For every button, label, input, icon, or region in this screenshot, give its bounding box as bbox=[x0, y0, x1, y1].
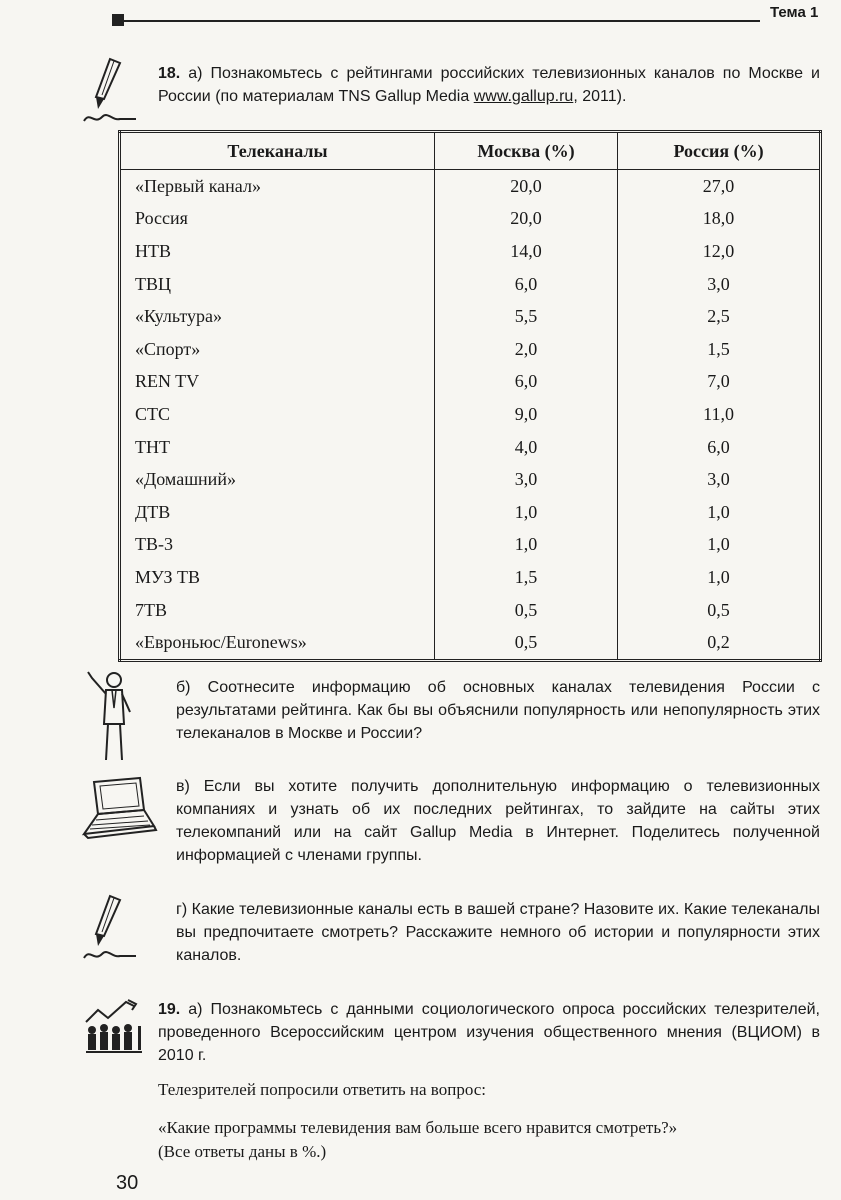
moscow-value-cell: 20,0 bbox=[434, 170, 617, 203]
pen-icon bbox=[80, 55, 142, 127]
moscow-value-cell: 9,0 bbox=[434, 398, 617, 431]
table-row bbox=[120, 170, 821, 203]
laptop-icon bbox=[74, 776, 158, 842]
header-channels: Телеканалы bbox=[120, 132, 435, 170]
channel-cell: ДТВ bbox=[135, 501, 171, 522]
table-row bbox=[120, 626, 821, 660]
channel-cell: «Евроньюс/Euronews» bbox=[135, 632, 307, 653]
moscow-value-cell: 5,5 bbox=[434, 300, 617, 333]
table-row bbox=[120, 333, 821, 366]
channel-cell: 7ТВ bbox=[135, 599, 168, 620]
ratings-table bbox=[118, 130, 822, 662]
table-row bbox=[120, 300, 821, 333]
table-row bbox=[120, 268, 821, 301]
channel-cell: ТВ-3 bbox=[135, 534, 173, 555]
survey-question: «Какие программы телевидения вам больше всего нравится смотреть?» bbox=[158, 1118, 678, 1137]
task-18c-text: в) Если вы хотите получить дополнительную информацию о телевизионных компаниях и узнать об их последних рейтингах, то зайдите на сайты этих телекомпаний или на сайт Gallup Media в Интернет. Поделитесь полученной информацией с членами группы. bbox=[176, 778, 820, 864]
table-row bbox=[120, 398, 821, 431]
russia-value-cell: 6,0 bbox=[618, 431, 821, 464]
channel-cell: СТС bbox=[135, 403, 171, 424]
channel-cell: «Культура» bbox=[135, 306, 222, 327]
russia-value-cell: 27,0 bbox=[618, 170, 821, 203]
table-row bbox=[120, 431, 821, 464]
table-row bbox=[120, 594, 821, 627]
task-18b-text: б) Соотнесите информацию об основных каналах телевидения России с результатами рейтинга. Как бы вы объяснили популярность или непопулярность этих телеканалов в Москве и России? bbox=[176, 679, 820, 742]
moscow-value-cell: 1,0 bbox=[434, 496, 617, 529]
task-18d-text: г) Какие телевизионные каналы есть в вашей стране? Назовите их. Какие телеканалы вы предпочитаете смотреть? Расскажите немного об истории и популярности этих каналов. bbox=[176, 901, 820, 964]
moscow-value-cell: 20,0 bbox=[434, 203, 617, 236]
table-row bbox=[120, 496, 821, 529]
channel-cell: МУЗ ТВ bbox=[135, 566, 201, 587]
table-row bbox=[120, 203, 821, 236]
table-header-row bbox=[120, 132, 821, 170]
table-row bbox=[120, 561, 821, 594]
channel-cell: «Домашний» bbox=[135, 469, 236, 490]
channel-cell: «Спорт» bbox=[135, 338, 201, 359]
moscow-value-cell: 0,5 bbox=[434, 626, 617, 660]
russia-value-cell: 0,2 bbox=[618, 626, 821, 660]
header-moscow: Москва (%) bbox=[434, 132, 617, 170]
gallup-link[interactable]: www.gallup.ru bbox=[473, 88, 574, 105]
survey-note: (Все ответы даны в %.) bbox=[158, 1142, 327, 1161]
presenter-icon bbox=[84, 668, 140, 764]
moscow-value-cell: 14,0 bbox=[434, 235, 617, 268]
russia-value-cell: 12,0 bbox=[618, 235, 821, 268]
channel-cell: ТВЦ bbox=[135, 273, 171, 294]
russia-value-cell: 18,0 bbox=[618, 203, 821, 236]
moscow-value-cell: 4,0 bbox=[434, 431, 617, 464]
theme-label: Тема 1 bbox=[770, 4, 819, 21]
channel-cell: ТНТ bbox=[135, 436, 170, 457]
moscow-value-cell: 6,0 bbox=[434, 366, 617, 399]
table-row bbox=[120, 366, 821, 399]
survey-chart-icon bbox=[82, 996, 146, 1056]
page-number: 30 bbox=[116, 1172, 139, 1194]
task-19-number: 19. bbox=[158, 1001, 181, 1018]
task-18-number: 18. bbox=[158, 65, 181, 82]
moscow-value-cell: 1,5 bbox=[434, 561, 617, 594]
moscow-value-cell: 3,0 bbox=[434, 463, 617, 496]
moscow-value-cell: 1,0 bbox=[434, 529, 617, 562]
task-19a-instruction: 19. а) Познакомьтесь с данными социологического опроса российских телезрителей, проведенного Всероссийским центром изучения общественного мнения (ВЦИОМ) в 2010 г. bbox=[158, 1001, 820, 1064]
pen-icon bbox=[80, 892, 142, 964]
table-row bbox=[120, 463, 821, 496]
russia-value-cell: 1,0 bbox=[618, 561, 821, 594]
channel-cell: Россия bbox=[135, 208, 188, 229]
channel-cell: «Первый канал» bbox=[135, 175, 261, 196]
russia-value-cell: 1,0 bbox=[618, 496, 821, 529]
moscow-value-cell: 0,5 bbox=[434, 594, 617, 627]
russia-value-cell: 1,0 bbox=[618, 529, 821, 562]
channel-cell: НТВ bbox=[135, 240, 171, 261]
russia-value-cell: 3,0 bbox=[618, 463, 821, 496]
russia-value-cell: 7,0 bbox=[618, 366, 821, 399]
russia-value-cell: 3,0 bbox=[618, 268, 821, 301]
russia-value-cell: 2,5 bbox=[618, 300, 821, 333]
russia-value-cell: 1,5 bbox=[618, 333, 821, 366]
header-rule bbox=[120, 20, 760, 22]
moscow-value-cell: 2,0 bbox=[434, 333, 617, 366]
table-row bbox=[120, 529, 821, 562]
survey-question-intro: Телезрителей попросили ответить на вопрос: bbox=[158, 1080, 487, 1099]
table-row bbox=[120, 235, 821, 268]
moscow-value-cell: 6,0 bbox=[434, 268, 617, 301]
header-russia: Россия (%) bbox=[618, 132, 821, 170]
task-18a-instruction: 18. а) Познакомьтесь с рейтингами российских телевизионных каналов по Москве и России (по материалам TNS Gallup Media www.gallup.ru, 2011). bbox=[158, 65, 820, 105]
russia-value-cell: 11,0 bbox=[618, 398, 821, 431]
russia-value-cell: 0,5 bbox=[618, 594, 821, 627]
channel-cell: REN TV bbox=[135, 371, 200, 392]
